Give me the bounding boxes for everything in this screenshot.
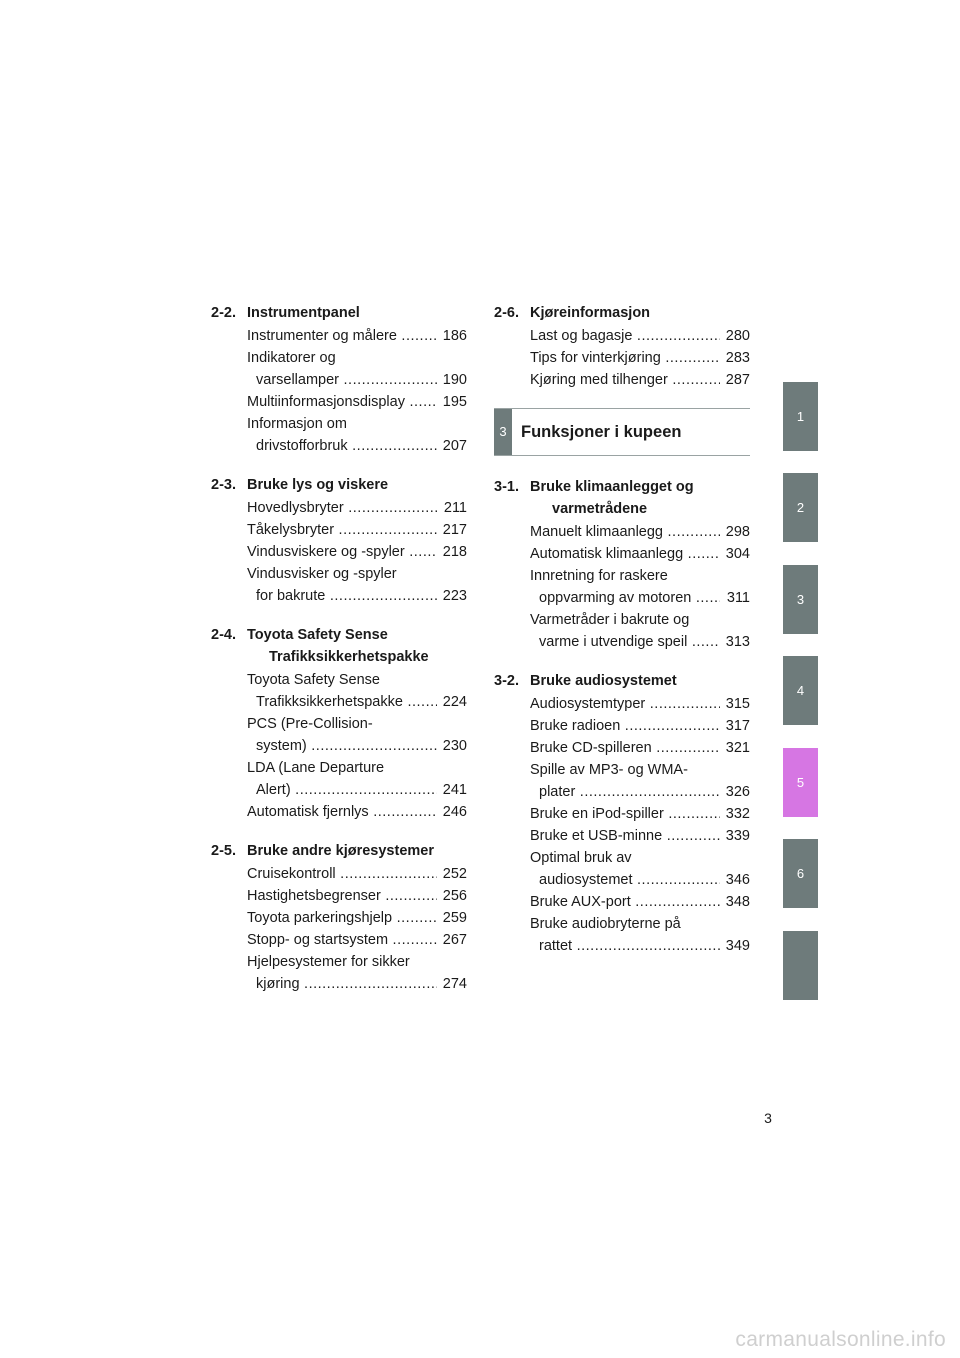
toc-entry[interactable]: Optimal bruk av audiosystemet ..... 346 [494, 847, 750, 891]
section-number: 2-6. [494, 305, 519, 321]
page-ref: 241 [442, 782, 467, 798]
toc-entry[interactable]: Vindusvisker og -spyler for bakrute ..... 223 [211, 563, 467, 607]
toc-entry[interactable]: Spille av MP3- og WMA- plater ..... 326 [494, 759, 750, 803]
toc-entry[interactable]: Hastighetsbegrenser ..... 256 [211, 885, 467, 907]
toc-entry[interactable]: PCS (Pre-Collision- system) ..... 230 [211, 713, 467, 757]
chapter-heading [494, 408, 750, 456]
toc-entry[interactable]: Tåkelysbryter ..... 217 [211, 519, 467, 541]
toc-entry[interactable]: Tips for vinterkjøring ..... 283 [494, 347, 750, 369]
page-ref: 223 [442, 588, 467, 604]
page-ref: 252 [442, 866, 467, 882]
page-ref: 207 [442, 438, 467, 454]
chapter-tab-2[interactable]: 2 [783, 473, 818, 542]
page-ref: 224 [442, 694, 467, 710]
page-ref: 259 [442, 910, 467, 926]
toc-entry[interactable]: LDA (Lane Departure Alert) ..... 241 [211, 757, 467, 801]
section-number: 3-2. [494, 673, 519, 689]
section-heading [494, 302, 750, 324]
page-ref: 313 [725, 634, 750, 650]
toc-entry[interactable]: Bruke CD-spilleren ..... 321 [494, 737, 750, 759]
page-ref: 267 [442, 932, 467, 948]
chapter-title: Funksjoner i kupeen [521, 423, 682, 441]
chapter-tab-6[interactable]: 6 [783, 839, 818, 908]
toc-entry[interactable]: Kjøring med tilhenger ..... 287 [494, 369, 750, 391]
page-ref: 298 [725, 524, 750, 540]
toc-section-2-2 [211, 302, 467, 457]
toc-entry[interactable]: Instrumenter og målere ..... 186 [211, 325, 467, 347]
toc-entry[interactable]: Hovedlysbryter ..... 211 [211, 497, 467, 519]
section-title: Kjøreinformasjon [530, 305, 651, 321]
page-ref: 195 [442, 394, 467, 410]
toc-left-column [211, 302, 467, 1012]
toc-entry[interactable]: Manuelt klimaanlegg ..... 298 [494, 521, 750, 543]
page-ref: 256 [442, 888, 467, 904]
toc-entry[interactable]: Multiinformasjonsdisplay ..... 195 [211, 391, 467, 413]
section-title: Bruke lys og viskere [247, 477, 389, 493]
toc-right-column [494, 302, 750, 974]
toc-entry[interactable]: Last og bagasje ..... 280 [494, 325, 750, 347]
toc-entry[interactable]: Bruke radioen ..... 317 [494, 715, 750, 737]
toc-section-2-3 [211, 474, 467, 607]
watermark: carmanualsonline.info [735, 1328, 946, 1351]
section-heading [494, 476, 750, 520]
page-ref: 315 [725, 696, 750, 712]
page-ref: 346 [725, 872, 750, 888]
page-ref: 326 [725, 784, 750, 800]
toc-entry[interactable]: Varmetråder i bakrute og varme i utvendige speil ..... 313 [494, 609, 750, 653]
page-ref: 317 [725, 718, 750, 734]
section-title: Toyota Safety Sense Trafikksikkerhetspakke [247, 627, 429, 665]
page-ref: 280 [725, 328, 750, 344]
page-ref: 218 [442, 544, 467, 560]
page-ref: 190 [442, 372, 467, 388]
page-ref: 186 [442, 328, 467, 344]
page-ref: 339 [725, 828, 750, 844]
section-heading [211, 474, 467, 496]
toc-entry[interactable]: Stopp- og startsystem ..... 267 [211, 929, 467, 951]
section-number: 2-3. [211, 477, 236, 493]
chapter-tab-4[interactable]: 4 [783, 656, 818, 725]
page-ref: 211 [443, 500, 467, 516]
toc-section-3-1 [494, 476, 750, 653]
page-ref: 274 [442, 976, 467, 992]
toc-entry[interactable]: Audiosystemtyper ..... 315 [494, 693, 750, 715]
toc-entry[interactable]: Bruke et USB-minne ..... 339 [494, 825, 750, 847]
section-title: Bruke audiosystemet [530, 673, 677, 689]
section-number: 2-2. [211, 305, 236, 321]
page-ref: 332 [725, 806, 750, 822]
chapter-tab-5[interactable]: 5 [783, 748, 818, 817]
chapter-tab-3[interactable]: 3 [783, 565, 818, 634]
section-heading [211, 624, 467, 668]
section-number: 2-5. [211, 843, 236, 859]
toc-entry[interactable]: Automatisk klimaanlegg ..... 304 [494, 543, 750, 565]
page-ref: 217 [442, 522, 467, 538]
toc-section-2-6 [494, 302, 750, 391]
toc-entry[interactable]: Bruke AUX-port ..... 348 [494, 891, 750, 913]
chapter-number: 3 [494, 409, 512, 455]
page-ref: 287 [725, 372, 750, 388]
page-ref: 304 [725, 546, 750, 562]
section-title: Instrumentpanel [247, 305, 360, 321]
toc-entry[interactable]: Indikatorer og varsellamper ..... 190 [211, 347, 467, 391]
page-ref: 321 [725, 740, 750, 756]
page-ref: 311 [726, 590, 750, 606]
toc-entry[interactable]: Cruisekontroll ..... 252 [211, 863, 467, 885]
toc-entry[interactable]: Automatisk fjernlys ..... 246 [211, 801, 467, 823]
section-heading [211, 302, 467, 324]
section-heading [494, 670, 750, 692]
page-ref: 230 [442, 738, 467, 754]
page-ref: 246 [442, 804, 467, 820]
toc-entry[interactable]: Hjelpesystemer for sikker kjøring ..... 274 [211, 951, 467, 995]
toc-entry[interactable]: Toyota Safety Sense Trafikksikkerhetspakke ..... 224 [211, 669, 467, 713]
toc-entry[interactable]: Vindusviskere og -spyler ..... 218 [211, 541, 467, 563]
toc-section-2-4 [211, 624, 467, 823]
toc-entry[interactable]: Bruke en iPod-spiller ..... 332 [494, 803, 750, 825]
section-number: 2-4. [211, 627, 236, 643]
chapter-tab-1[interactable]: 1 [783, 382, 818, 451]
section-number: 3-1. [494, 479, 519, 495]
toc-entry[interactable]: Informasjon om drivstofforbruk ..... 207 [211, 413, 467, 457]
toc-section-2-5 [211, 840, 467, 995]
page-ref: 348 [725, 894, 750, 910]
toc-section-3-2 [494, 670, 750, 957]
toc-entry[interactable]: Toyota parkeringshjelp ..... 259 [211, 907, 467, 929]
section-heading [211, 840, 467, 862]
chapter-tab-7[interactable] [783, 931, 818, 1000]
page-ref: 349 [725, 938, 750, 954]
toc-entry[interactable]: Bruke audiobryterne på rattet ..... 349 [494, 913, 750, 957]
section-title: Bruke klimaanlegget og varmetrådene [530, 479, 694, 517]
page-number: 3 [764, 1110, 772, 1126]
toc-entry[interactable]: Innretning for raskere oppvarming av motoren ..... 311 [494, 565, 750, 609]
section-title: Bruke andre kjøresystemer [247, 843, 434, 859]
page-ref: 283 [725, 350, 750, 366]
